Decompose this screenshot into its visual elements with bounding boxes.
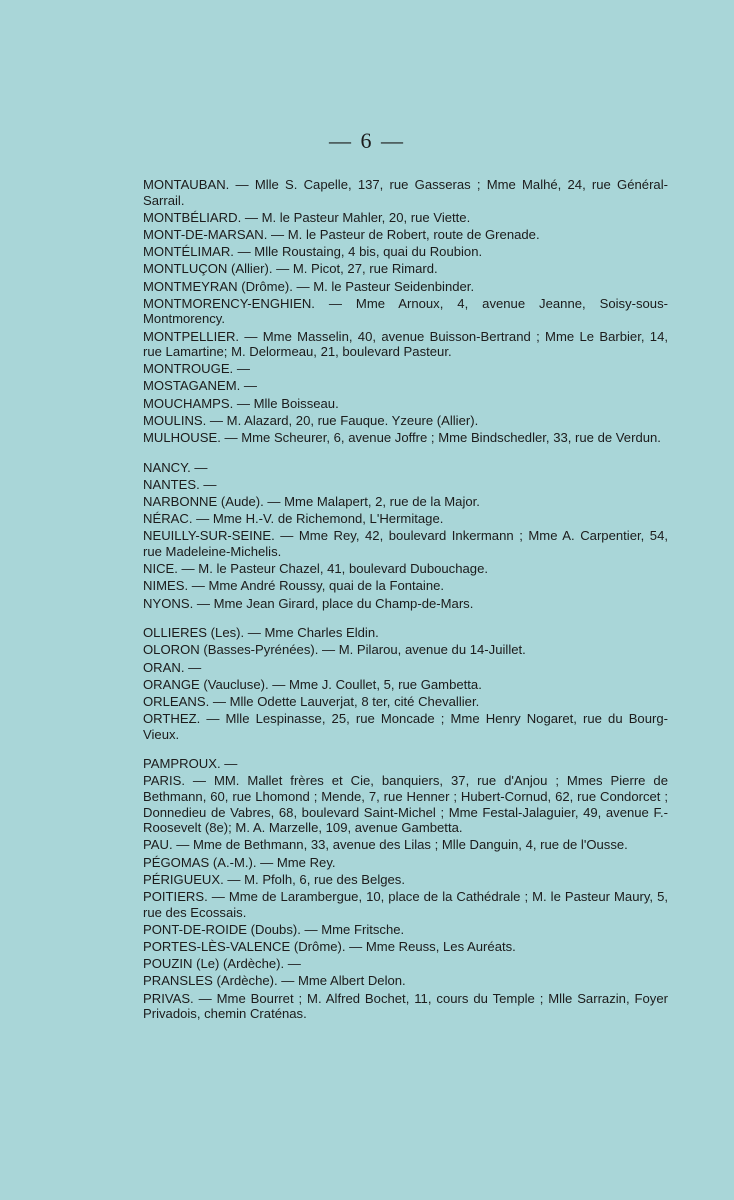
directory-entry: PÉRIGUEUX. — M. Pfolh, 6, rue des Belges. (143, 871, 405, 887)
directory-entry: MOULINS. — M. Alazard, 20, rue Fauque. Yzeure (Allier). (143, 412, 479, 428)
directory-entry: NICE. — M. le Pasteur Chazel, 41, boulevard Dubouchage. (143, 561, 488, 577)
letter-section (143, 460, 668, 612)
directory-entry: ORAN. — (143, 659, 202, 675)
directory-entry: MONTLUÇON (Allier). — M. Picot, 27, rue Rimard. (143, 261, 438, 277)
directory-entry: MONTPELLIER. — Mme Masselin, 40, avenue Buisson-Bertrand ; Mme Le Barbier, 14, rue Lamartine; M. Delormeau, 21, boulevard Pasteur. (143, 328, 668, 360)
page-number: — 6 — (329, 128, 405, 153)
letter-section (143, 756, 668, 1021)
directory-entry: MONT-DE-MARSAN. — M. le Pasteur de Robert, route de Grenade. (143, 226, 540, 242)
directory-entry: MONTAUBAN. — Mlle S. Capelle, 137, rue Gasseras ; Mme Malhé, 24, rue Général-Sarrail. (143, 177, 668, 208)
directory-entry: POUZIN (Le) (Ardèche). — (143, 956, 301, 972)
letter-section (143, 625, 668, 742)
directory-entry: PÉGOMAS (A.-M.). — Mme Rey. (143, 854, 336, 870)
directory-entry: ORLEANS. — Mlle Odette Lauverjat, 8 ter, cité Chevallier. (143, 693, 480, 709)
directory-entry: NARBONNE (Aude). — Mme Malapert, 2, rue de la Major. (143, 494, 480, 509)
directory-entry: PARIS. — MM. Mallet frères et Cie, banquiers, 37, rue d'Anjou ; Mmes Pierre de Bethmann, 60, rue Lhomond ; Mende, 7, rue Henner ; Hubert-Cornud, 62, rue Condorcet ; Donnedieu de Vabres, 68, boulevard Saint-Michel ; Mme Festal-Jalaguier, 49, avenue F.-Roosevelt (8e); M. A. Marzelle, 109, avenue Gambetta. (143, 773, 668, 836)
directory-entry: MOSTAGANEM. — (143, 378, 257, 394)
directory-entry: MONTÉLIMAR. — Mlle Roustaing, 4 bis, quai du Roubion. (143, 244, 483, 260)
directory-entry: NIMES. — Mme André Roussy, quai de la Fontaine. (143, 578, 445, 594)
directory-entry: NÉRAC. — Mme H.-V. de Richemond, L'Hermitage. (143, 511, 444, 527)
directory-entry: MOUCHAMPS. — Mlle Boisseau. (143, 395, 339, 411)
directory-entry: OLLIERES (Les). — Mme Charles Eldin. (143, 625, 379, 641)
directory-entry: NEUILLY-SUR-SEINE. — Mme Rey, 42, boulevard Inkermann ; Mme A. Carpentier, 54, rue Madeleine-Michelis. (143, 528, 668, 559)
directory-entry: NANTES. — (143, 476, 217, 492)
directory-entry: MONTMORENCY-ENGHIEN. — Mme Arnoux, 4, avenue Jeanne, Soisy-sous-Montmorency. (143, 295, 668, 327)
directory-entry: NYONS. — Mme Jean Girard, place du Champ-de-Mars. (143, 595, 474, 611)
directory-entry: PAMPROUX. — (143, 756, 238, 772)
directory-entry: PRANSLES (Ardèche). — Mme Albert Delon. (143, 973, 406, 989)
letter-section (143, 177, 668, 446)
directory-entry: MONTMEYRAN (Drôme). — M. le Pasteur Seidenbinder. (143, 278, 475, 294)
directory-entry: ORANGE (Vaucluse). — Mme J. Coullet, 5, rue Gambetta. (143, 676, 482, 692)
directory-entry: OLORON (Basses-Pyrénées). — M. Pilarou, avenue du 14-Juillet. (143, 642, 526, 658)
directory-entry: MONTBÉLIARD. — M. le Pasteur Mahler, 20, rue Viette. (143, 209, 471, 225)
directory-entry: MULHOUSE. — Mme Scheurer, 6, avenue Joffre ; Mme Bindschedler, 33, rue de Verdun. (143, 430, 661, 446)
directory-entry: PORTES-LÈS-VALENCE (Drôme). — Mme Reuss, Les Auréats. (143, 938, 516, 954)
directory-entry: NANCY. — (143, 459, 208, 475)
directory-entry: PAU. — Mme de Bethmann, 33, avenue des Lilas ; Mlle Danguin, 4, rue de l'Ousse. (143, 837, 628, 853)
directory-entry: PRIVAS. — Mme Bourret ; M. Alfred Bochet, 11, cours du Temple ; Mlle Sarrazin, Foyer Privadois, chemin Craténas. (143, 990, 668, 1022)
directory-entry: ORTHEZ. — Mlle Lespinasse, 25, rue Moncade ; Mme Henry Nogaret, rue du Bourg-Vieux. (143, 711, 668, 742)
directory-list (143, 177, 668, 1036)
directory-entry: MONTROUGE. — (143, 361, 250, 377)
directory-entry: POITIERS. — Mme de Larambergue, 10, place de la Cathédrale ; M. le Pasteur Maury, 5, rue des Ecossais. (143, 888, 668, 920)
directory-entry: PONT-DE-ROIDE (Doubs). — Mme Fritsche. (143, 921, 405, 937)
